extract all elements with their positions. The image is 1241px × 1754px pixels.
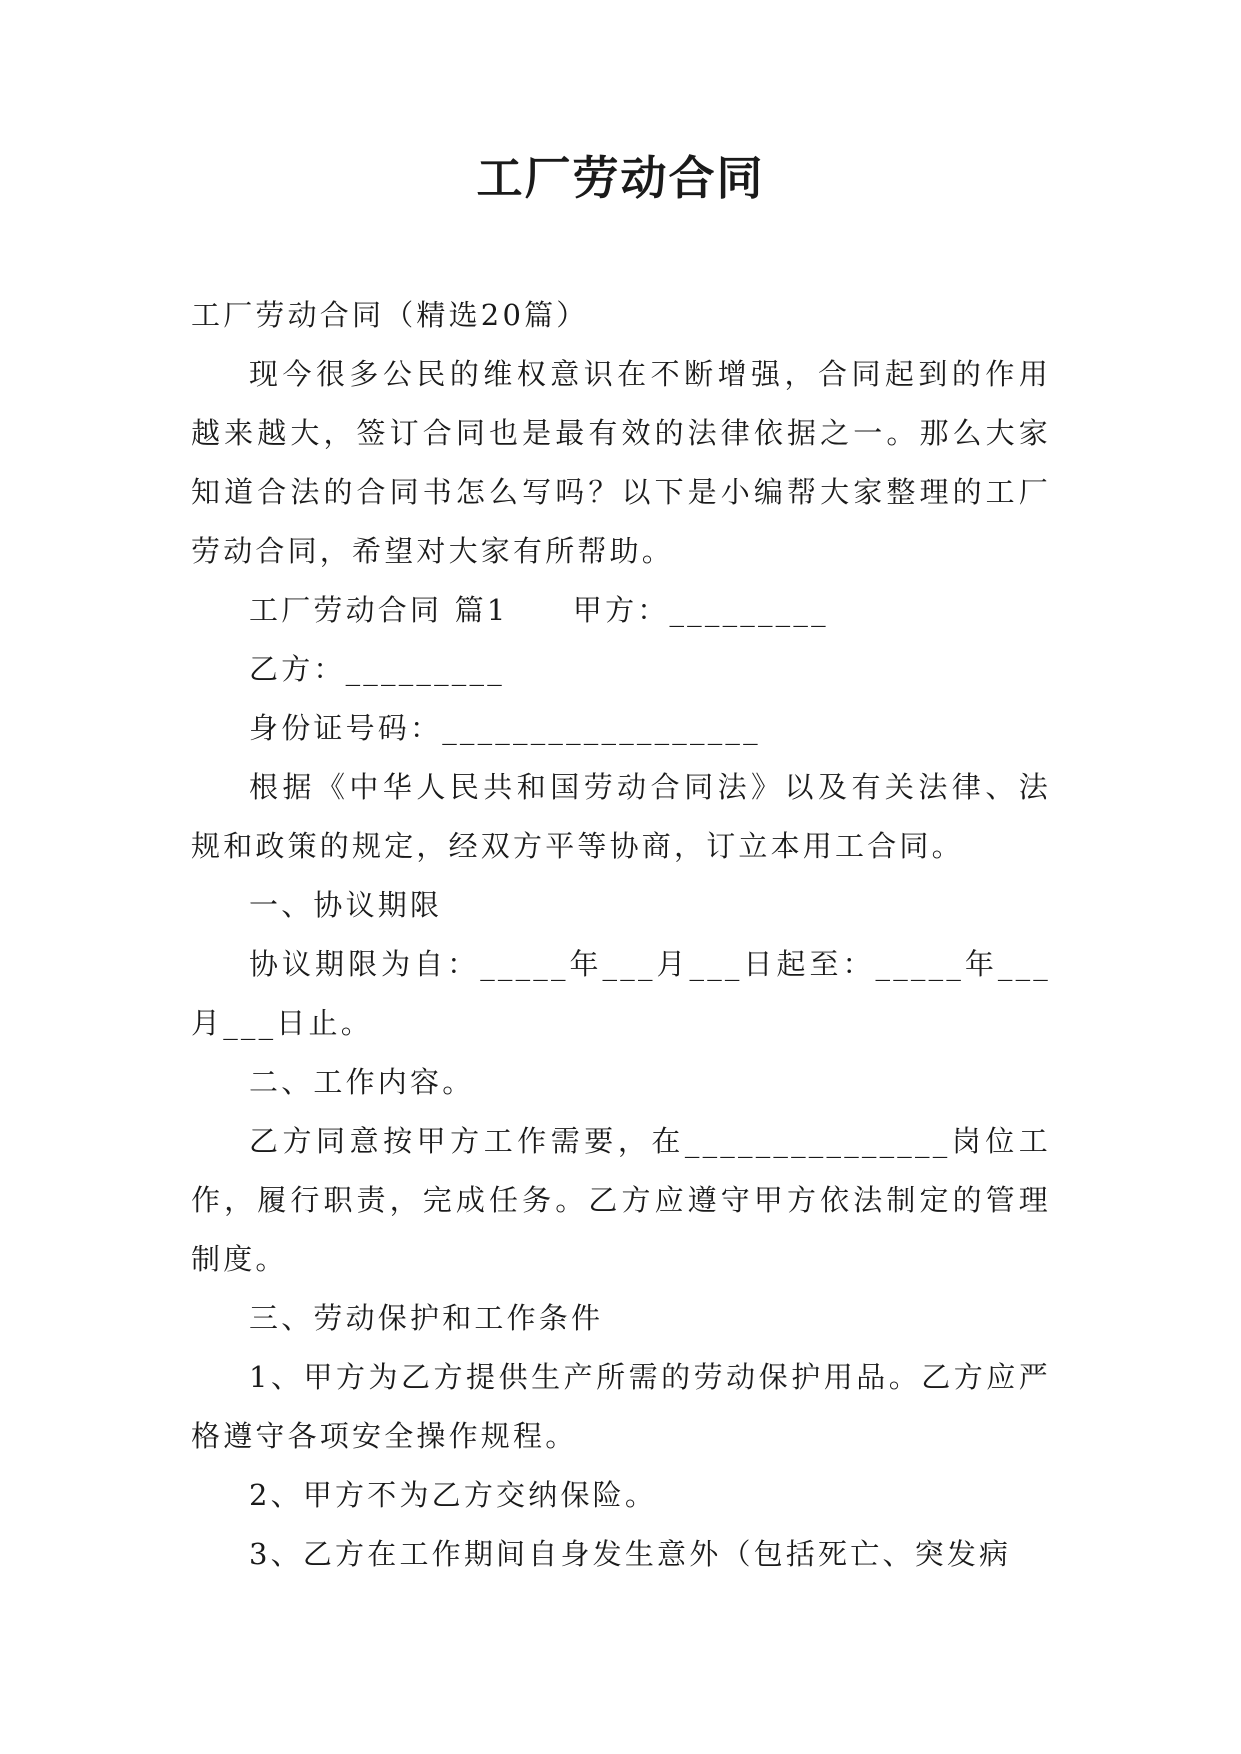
paragraph-party-a: 工厂劳动合同 篇1 甲方：_________ — [249, 593, 829, 627]
document-title: 工厂劳动合同 — [476, 151, 765, 205]
document-body — [191, 286, 1051, 1584]
paragraph-protection-1: 1、甲方为乙方提供生产所需的劳动保护用品。乙方应严格遵守各项安全操作规程。 — [191, 1360, 1051, 1453]
paragraph-id-number: 身份证号码：__________________ — [249, 711, 761, 745]
paragraph-intro: 现今很多公民的维权意识在不断增强，合同起到的作用越来越大，签订合同也是最有效的法律依据之一。那么大家知道合法的合同书怎么写吗？以下是小编帮大家整理的工厂劳动合同，希望对大家有所帮助。 — [191, 357, 1051, 568]
section-heading-protection: 三、劳动保护和工作条件 — [249, 1301, 604, 1335]
paragraph-protection-2: 2、甲方不为乙方交纳保险。 — [249, 1478, 658, 1512]
paragraph-term: 协议期限为自：_____年___月___日起至：_____年___月___日止。 — [191, 947, 1051, 1040]
paragraph-work-content: 乙方同意按甲方工作需要，在_______________岗位工作，履行职责，完成任务。乙方应遵守甲方依法制定的管理制度。 — [191, 1124, 1051, 1276]
section-heading-work-content: 二、工作内容。 — [249, 1065, 475, 1099]
paragraph-party-b: 乙方：_________ — [249, 652, 505, 686]
paragraph-legal-basis: 根据《中华人民共和国劳动合同法》以及有关法律、法规和政策的规定，经双方平等协商，订立本用工合同。 — [191, 770, 1051, 863]
section-heading-term: 一、协议期限 — [249, 888, 443, 922]
paragraph-protection-3: 3、乙方在工作期间自身发生意外（包括死亡、突发病 — [249, 1537, 1012, 1571]
paragraph-subtitle: 工厂劳动合同（精选20篇） — [191, 298, 589, 332]
